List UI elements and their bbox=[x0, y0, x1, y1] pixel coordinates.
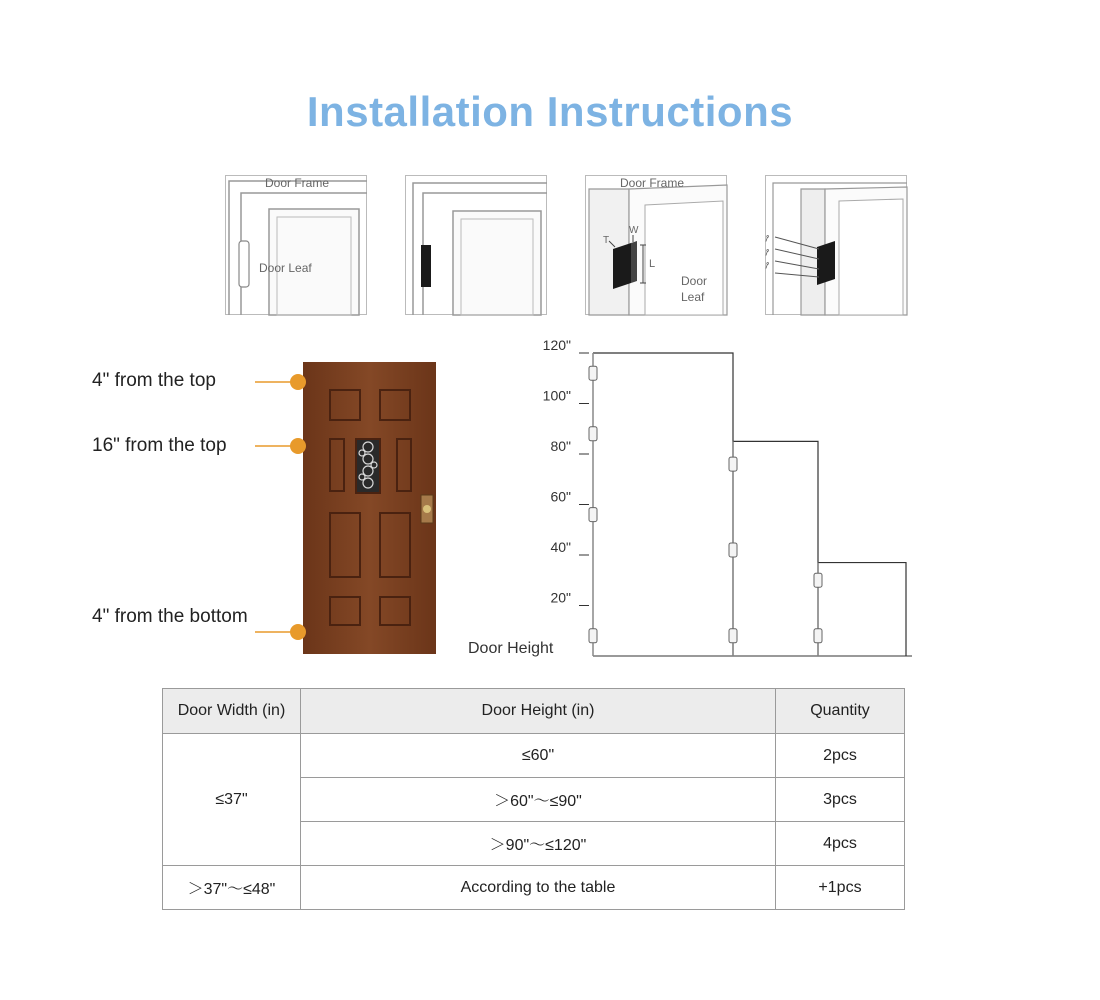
y-axis-label: Door Height bbox=[468, 640, 554, 657]
position-label-upper: 16" from the top bbox=[92, 435, 227, 456]
y-tick-label: 20" bbox=[550, 589, 571, 606]
table-cell-height: ＞60"～≤90" bbox=[301, 778, 776, 822]
y-tick-label: 100" bbox=[542, 387, 571, 404]
y-tick-label: 60" bbox=[550, 488, 571, 505]
screw-icon: ⊸ bbox=[760, 260, 773, 271]
hinge-icon bbox=[729, 629, 737, 643]
step-3-illustration bbox=[585, 175, 727, 315]
hinge-icon bbox=[729, 543, 737, 557]
table-row bbox=[163, 866, 905, 910]
step-1-illustration bbox=[225, 175, 367, 315]
hinge-icon bbox=[589, 427, 597, 441]
hinge-icon bbox=[589, 366, 597, 380]
hinge-icon bbox=[589, 508, 597, 522]
hinge-position-dot bbox=[290, 374, 306, 390]
w-dimension-label: W bbox=[629, 225, 639, 236]
door-leaf-label-line1: Door bbox=[681, 274, 708, 288]
door-leaf-label-line2: Leaf bbox=[681, 290, 705, 304]
t-dimension-label: T bbox=[603, 235, 610, 246]
hinge-icon bbox=[729, 457, 737, 471]
step-1-panel bbox=[225, 175, 367, 315]
door-outline bbox=[593, 353, 733, 656]
position-label-bottom: 4" from the bottom bbox=[92, 606, 248, 627]
step-4-panel bbox=[760, 175, 907, 315]
door-leaf-label: Door Leaf bbox=[259, 261, 312, 275]
step-4-illustration bbox=[760, 175, 907, 315]
table-header-quantity: Quantity bbox=[776, 689, 905, 734]
step-2-panel bbox=[405, 175, 547, 315]
door-frame-label: Door Frame bbox=[265, 176, 330, 190]
hinge-icon bbox=[814, 629, 822, 643]
magnet-icon bbox=[421, 245, 431, 287]
step-2-illustration bbox=[405, 175, 547, 315]
table-cell-width: ≤37" bbox=[163, 734, 301, 866]
hinge-icon bbox=[589, 629, 597, 643]
door-frame-label: Door Frame bbox=[620, 176, 685, 190]
y-tick-label: 40" bbox=[550, 539, 571, 555]
screw-icon: ⊸ bbox=[760, 247, 773, 258]
quantity-table bbox=[162, 688, 905, 910]
table-cell-width: ＞37"～≤48" bbox=[163, 866, 301, 910]
table-row bbox=[163, 734, 905, 778]
position-label-top: 4" from the top bbox=[92, 370, 216, 391]
step-3-panel bbox=[585, 175, 727, 315]
table-header-height: Door Height (in) bbox=[301, 689, 776, 734]
table-cell-quantity: +1pcs bbox=[776, 866, 905, 910]
door-height-chart-svg bbox=[460, 335, 920, 670]
table-header-width: Door Width (in) bbox=[163, 689, 301, 734]
door bbox=[303, 362, 436, 654]
door-outline bbox=[733, 441, 818, 656]
door-outline bbox=[818, 563, 906, 656]
door-position-diagram bbox=[0, 355, 460, 665]
hinge-icon bbox=[814, 573, 822, 587]
l-dimension-label: L bbox=[649, 258, 656, 270]
door-height-chart bbox=[460, 335, 920, 670]
table-cell-height: According to the table bbox=[301, 866, 776, 910]
table-cell-height: ＞90"～≤120" bbox=[301, 822, 776, 866]
y-tick-label: 120" bbox=[542, 337, 571, 353]
table-cell-height: ≤60" bbox=[301, 734, 776, 778]
table-cell-quantity: 3pcs bbox=[776, 778, 905, 822]
hinge-position-dot bbox=[290, 624, 306, 640]
page-title: Installation Instructions bbox=[306, 88, 794, 135]
magnet-icon bbox=[613, 243, 631, 289]
screw-icon: ⊸ bbox=[760, 233, 773, 244]
magnet-icon bbox=[817, 241, 835, 285]
y-tick-label: 80" bbox=[550, 438, 571, 454]
table-cell-quantity: 2pcs bbox=[776, 734, 905, 778]
table-cell-quantity: 4pcs bbox=[776, 822, 905, 866]
hinge-position-dot bbox=[290, 438, 306, 454]
